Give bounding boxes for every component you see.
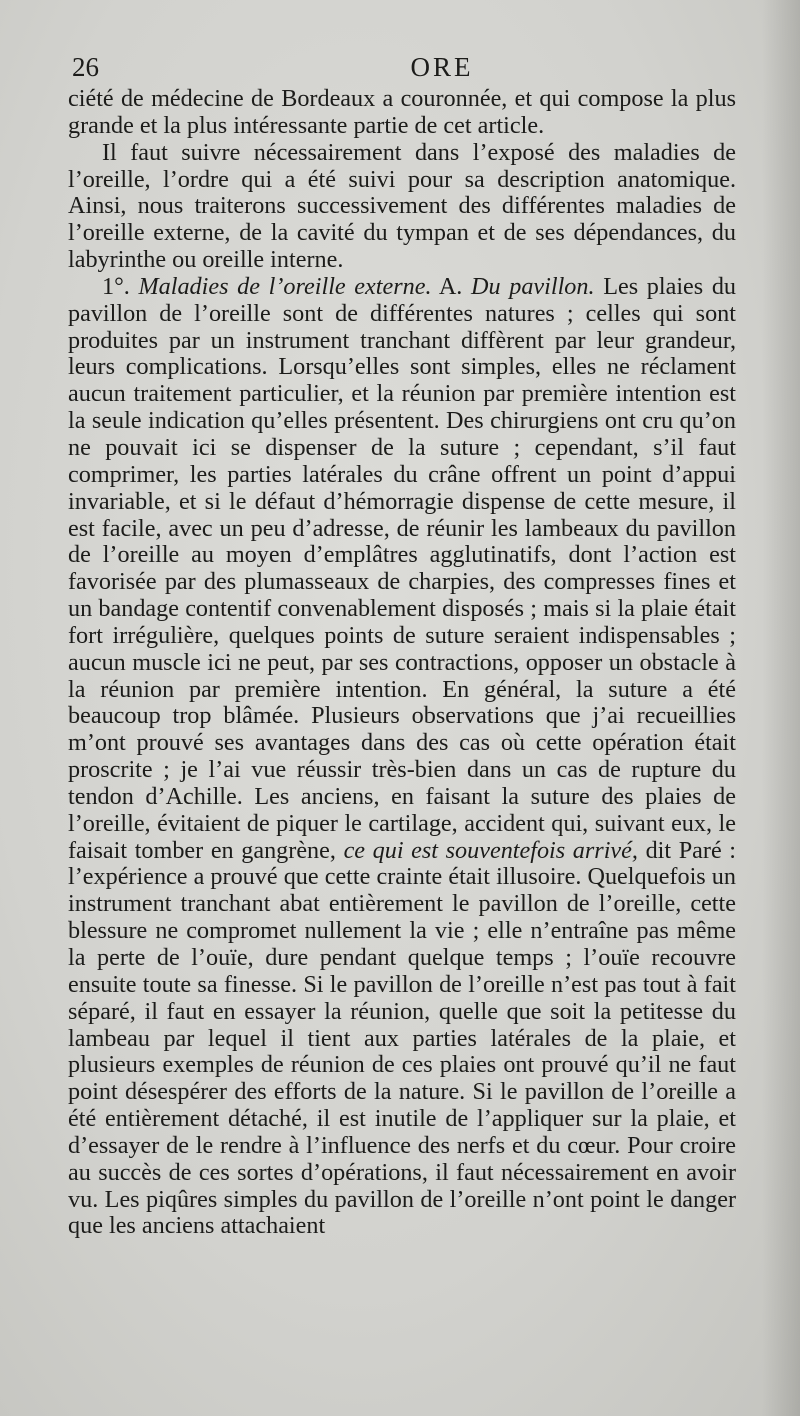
subsection-title: Du pavillon.: [471, 272, 595, 300]
paragraph-text-a: Les plaies du pavillon de l’oreille sont de différentes natures ; celles qui sont produites par un instrument tranchant diffèrent par leur grandeur, leurs complications. Lorsqu’elles sont simples, elles ne réclament aucun traitement particulier, et la réunion par première intention est la seule indication qu’elles présentent. Des chirurgiens ont cru qu’on ne pouvait ici se dispenser de la suture ; cependant, s’il faut comprimer, les parties latérales du crâne offrent un point d’appui invariable, et si le défaut d’hémorragie dispense de cette mesure, il est facile, avec un peu d’adresse, de réunir les lambeaux du pavillon de l’oreille au moyen d’emplâtres agglutinatifs, dont l’action est favorisée par des plumasseaux de charpies, des compresses fines et un bandage contentif convenablement disposés ; mais si la plaie était fort irrégulière, quelques points de suture seraient indispensables ; aucun muscle ici ne peut, par ses contractions, opposer un obstacle à la réunion par première intention. En général, la suture a été beaucoup trop blâmée. Plusieurs observations que j’ai recueillies m’ont prouvé ses avantages dans des cas où cette opération était proscrite ; je l’ai vue réussir très-bien dans un cas de rupture du tendon d’Achille. Les anciens, en faisant la suture des plaies de l’oreille, évitaient de piquer le cartilage, accident qui, suivant eux, le faisait tomber en gangrène,: [68, 272, 737, 864]
paragraph-text-b: dit Paré : l’expérience a prouvé que cette crainte était illusoire. Quelquefois un instrument tranchant abat entièrement le pavillon de l’oreille, cette blessure ne compromet nullement la vie ; elle n’entraîne pas même la perte de l’ouïe, dure pendant quelque temps ; l’ouïe recouvre ensuite toute sa finesse. Si le pavillon de l’oreille n’est pas tout à fait séparé, il faut en essayer la réunion, quelle que soit la petitesse du lambeau par lequel il tient aux parties latérales de la plaie, et plusieurs exemples de réunion de ces plaies ont prouvé qu’il ne faut point désespérer des efforts de la nature. Si le pavillon de l’oreille a été entièrement détaché, il est inutile de l’appliquer sur la plaie, et d’essayer de le rendre à l’influence des nerfs et du cœur. Pour croire au succès de ces sortes d’opérations, il faut nécessairement en avoir vu. Les piqûres simples du pavillon de l’oreille n’ont point le danger que les anciens attachaient: [68, 836, 737, 1240]
page-header: [72, 52, 736, 86]
subsection-label: A.: [438, 272, 463, 300]
body-text: [68, 86, 736, 1240]
paragraph-external-ear: [68, 274, 736, 1240]
page-number: 26: [72, 52, 99, 82]
section-title: Maladies de l’oreille externe.: [138, 272, 432, 300]
running-head: ORE: [410, 52, 474, 82]
paragraph-continuation: ciété de médecine de Bordeaux a couronnée, et qui compose la plus grande et la plus intéressante partie de cet article.: [68, 85, 736, 139]
paragraph-order: Il faut suivre nécessairement dans l’exposé des maladies de l’oreille, l’ordre qui a été suivi pour sa description anatomique. Ainsi, nous traiterons successivement des différentes maladies de l’oreille externe, de la cavité du tympan et de ses dépendances, du labyrinthe ou oreille interne.: [68, 138, 736, 274]
page-edge-shadow: [762, 0, 800, 1416]
quotation-italic: ce qui est souventefois arrivé,: [343, 836, 638, 864]
section-number: 1°.: [102, 272, 130, 300]
